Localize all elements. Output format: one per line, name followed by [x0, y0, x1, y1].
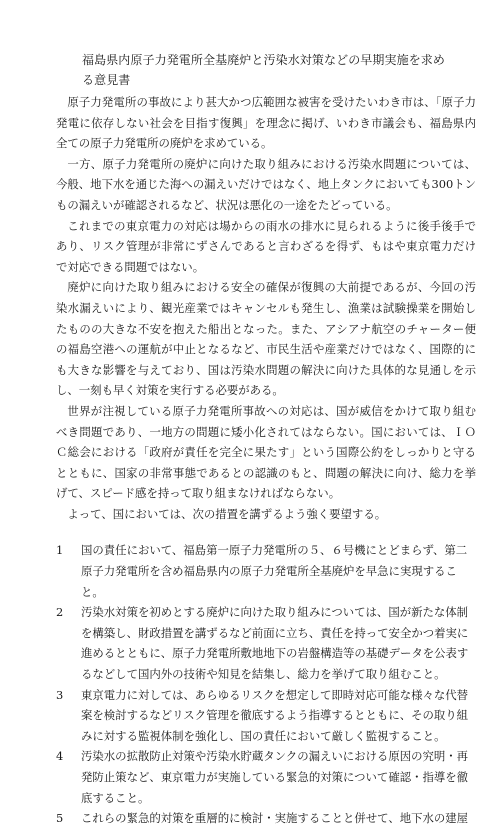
- paragraph: これまでの東京電力の対応は場からの雨水の排水に見られるように後手後手であり、リスク管理が非常にずさんであると言わざるを得ず、もはや東京電力だけで対応できる問題ではない。: [56, 218, 476, 274]
- title-line-2: る意見書: [82, 73, 131, 87]
- section-gap: [56, 524, 476, 540]
- document-title: [82, 50, 446, 90]
- paragraph: 世界が注視している原子力発電所事故への対応は、国が威信をかけて取り組むべき問題であり、一地方の問題に矮小化されてはならない。国においては、ＩＯＣ総会における「政府が責任を完全に果たす」という国際公約をしっかりと守るとともに、国家の非常事態であるとの認識のもと、問題の解決に向け、総力を挙げて、スピード感を持って取り組まなければならない。: [56, 403, 476, 501]
- list-item-number: 3: [56, 687, 64, 702]
- paragraph: 一方、原子力発電所の廃炉に向けた取り組みにおける汚染水問題については、今般、地下水を通じた海への漏えいだけではなく、地上タンクにおいても300トンもの漏えいが確認されるなど、状況は悪化の一途をたどっている。: [56, 156, 476, 212]
- list-item: [56, 540, 476, 602]
- list-item-number: 5: [56, 811, 64, 826]
- list-item: [56, 808, 476, 829]
- list-item-text: 汚染水の拡散防止対策や汚染水貯蔵タンクの漏えいにおける原因の究明・再発防止策など、東京電力が実施している緊急的対策について確認・指導を徹底すること。: [81, 749, 469, 805]
- paragraph: 原子力発電所の事故により甚大かつ広範囲な被害を受けたいわき市は、「原子力発電に依存しない社会を目指す復興」を理念に掲げ、いわき市議会も、福島県内全ての原子力発電所の廃炉を求めている。: [56, 95, 476, 151]
- document-body: [56, 92, 476, 829]
- list-item-text: 国の責任において、福島第一原子力発電所の５、６号機にとどまらず、第二原子力発電所を含め福島県内の原子力発電所全基廃炉を早急に実現すること。: [81, 543, 468, 599]
- paragraph: 廃炉に向けた取り組みにおける安全の確保が復興の大前提であるが、今回の汚染水漏えいにより、観光産業ではキャンセルも発生し、漁業は試験操業を開始したものの大きな不安を抱えた船出となった。また、アシアナ航空のチャーター便の福島空港への運航が中止となるなど、市民生活や産業だけではなく、国際的にも大きな影響を与えており、国は汚染水問題の解決に向けた具体的な見通しを示し、一刻も早く対策を実行する必要がある。: [56, 280, 476, 398]
- list-item-text: 汚染水対策を初めとする廃炉に向けた取り組みについては、国が新たな体制を構築し、財政措置を講ずるなど前面に立ち、責任を持って安全かつ着実に進めるとともに、原子力発電所敷地地下の岩盤構造等の基礎データを公表するなどして国内外の技術や知見を結集し、総力を挙げて取り組むこと。: [81, 605, 469, 682]
- list-item-number: 1: [56, 543, 64, 558]
- paragraph: よって、国においては、次の措置を講ずるよう強く要望する。: [67, 506, 387, 521]
- list-item-number: 4: [56, 749, 64, 764]
- list-item-text: これらの緊急的対策を重層的に検討・実施することと併せて、地下水の建屋: [81, 811, 469, 826]
- list-item: [56, 602, 476, 684]
- list-item: [56, 746, 476, 808]
- list-item-number: 2: [56, 605, 64, 620]
- demand-list: [56, 540, 476, 828]
- list-item: [56, 685, 476, 747]
- title-line-1: 福島県内原子力発電所全基廃炉と汚染水対策などの早期実施を求め: [82, 53, 446, 67]
- list-item-text: 東京電力に対しては、あらゆるリスクを想定して即時対応可能な様々な代替案を検討するなどリスク管理を徹底するよう指導するとともに、その取り組みに対する監視体制を強化し、国の責任において厳しく監視すること。: [81, 687, 469, 743]
